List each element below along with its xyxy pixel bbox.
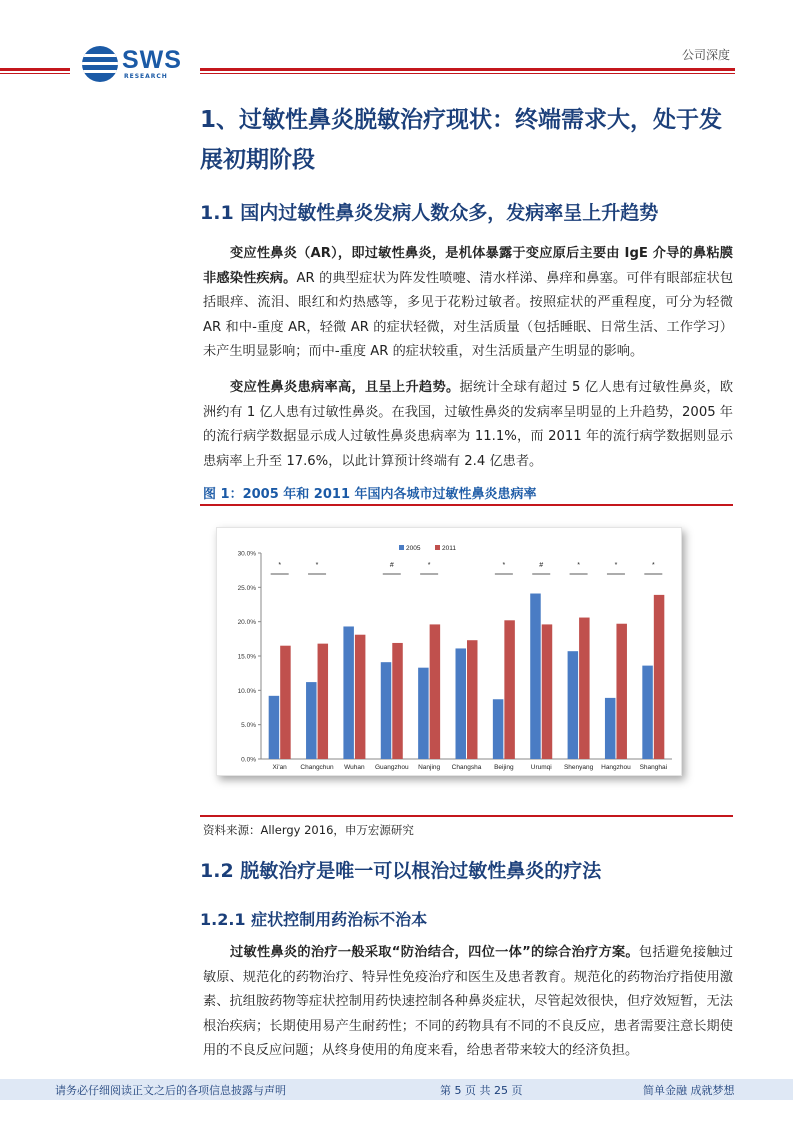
x-tick-label: Xi'an [272,764,287,771]
bar-2005-guangzhou [381,662,392,759]
footer-slogan: 简单金融 成就梦想 [643,1084,735,1097]
header-rule-left [0,68,70,71]
significance-marker: # [539,562,544,569]
bar-2011-xian [280,646,291,759]
section-1-2-title: 1.2 脱敏治疗是唯一可以根治过敏性鼻炎的疗法 [200,860,602,882]
section-1-2-1-title: 1.2.1 症状控制用药治标不治本 [200,910,428,929]
bar-2011-changchun [318,644,329,759]
legend-swatch-2011 [435,545,440,550]
footer-page-number: 第 5 页 共 25 页 [440,1084,523,1097]
y-tick-label: 25.0% [237,584,256,592]
bar-2011-shanghai [654,595,665,759]
paragraph-ar-definition [203,242,733,365]
report-type-label: 公司深度 [682,48,731,62]
significance-marker: * [278,562,282,569]
y-tick-label: 20.0% [237,619,256,627]
x-tick-label: Changsha [451,764,482,771]
prevalence-bar-chart [217,528,681,775]
chart-container [216,527,682,776]
significance-marker: * [577,562,580,569]
bar-2011-shenyang [579,618,590,759]
footer-disclaimer: 请务必仔细阅读正文之后的各项信息披露与声明 [55,1084,286,1097]
significance-marker: * [614,562,618,569]
legend-swatch-2005 [399,545,404,550]
x-tick-label: Changchun [300,764,334,771]
sws-logo-icon [82,46,118,82]
figure-1-title: 图 1：2005 年和 2011 年国内各城市过敏性鼻炎患病率 [203,487,537,502]
figure-source: 资料来源：Allergy 2016，申万宏源研究 [203,823,414,837]
y-tick-label: 0.0% [241,756,256,764]
paragraph-treatment-bold: 过敏性鼻炎的治疗一般采取“防治结合，四位一体”的综合治疗方案。 [230,945,639,960]
bar-2005-urumqi [530,594,541,759]
x-tick-label: Beijing [494,764,514,771]
paragraph-ar-prevalence-bold: 变应性鼻炎患病率高，且呈上升趋势。 [230,380,460,395]
logo-subtext: RESEARCH [124,73,168,80]
section-1-title: 1、过敏性鼻炎脱敏治疗现状：终端需求大，处于发展初期阶段 [200,107,723,173]
logo-text: SWS [122,46,182,74]
bar-2005-changchun [306,682,317,759]
bar-2005-shanghai [642,666,653,759]
paragraph-treatment-text: 包括避免接触过敏原、规范化的药物治疗、特异性免疫治疗和医生及患者教育。规范化的药物治疗指使用激素、抗组胺药物等症状控制用药快速控制各种鼻炎症状，尽管起效很快，但疗效短暂，无法根治疾病；长期使用易产生耐药性；不同的药物具有不同的不良反应，患者需要注意长期使用的不良反应问题；从终身使用的角度来看，给患者带来较大的经济负担。 [203,945,734,1058]
significance-marker: * [651,562,655,569]
significance-marker: # [389,562,394,569]
bar-2011-guangzhou [392,643,403,759]
bar-2011-changsha [467,640,478,759]
header-rule-right [200,68,735,71]
significance-marker: * [427,562,431,569]
x-tick-label: Shanghai [639,764,668,771]
x-tick-label: Nanjing [418,764,441,771]
y-tick-label: 5.0% [241,722,256,730]
x-tick-label: Wuhan [344,764,365,771]
figure-rule-bottom [200,815,733,817]
paragraph-treatment [203,941,733,1064]
bar-2011-urumqi [542,624,553,759]
paragraph-ar-prevalence [203,376,733,474]
header-rule-right-thin [200,73,735,74]
y-tick-label: 10.0% [237,687,256,695]
paragraph-ar-prevalence-text: 据统计全球有超过 5 亿人患有过敏性鼻炎，欧洲约有 1 亿人患有过敏性鼻炎。在我国，过敏性鼻炎的发病率呈明显的上升趋势，2005 年的流行病学数据显示成人过敏性鼻炎患病率为 11.1%，而 2011 年的流行病学数据则显示患病率上升至 17.6%，以此计算预计终端有 2.4 亿患者。 [203,380,734,469]
legend-label-2011: 2011 [442,545,456,552]
bar-2011-hangzhou [616,624,627,759]
y-tick-label: 30.0% [237,550,256,558]
x-tick-label: Guangzhou [374,764,409,771]
paragraph-ar-definition-bold: 变应性鼻炎（AR），即过敏性鼻炎，是机体暴露于变应原后主要由 IgE 介导的鼻粘膜非感染性疾病。 [203,246,733,286]
paragraph-ar-definition-text: AR 的典型症状为阵发性喷嚏、清水样涕、鼻痒和鼻塞。可伴有眼部症状包括眼痒、流泪、眼红和灼热感等，多见于花粉过敏者。按照症状的严重程度，可分为轻微 AR 和中-重度 AR，轻微 AR 的症状轻微，对生活质量（包括睡眠、日常生活、工作学习）未产生明显影响；而中-重度 AR 的症状较重，对生活质量产生明显的影响。 [203,270,734,359]
x-tick-label: Urumqi [530,764,552,771]
section-1-1-title: 1.1 国内过敏性鼻炎发病人数众多，发病率呈上升趋势 [200,202,659,224]
bar-2011-wuhan [355,635,366,759]
legend-label-2005: 2005 [406,545,421,552]
bar-2005-shenyang [568,651,579,759]
bar-2005-changsha [456,648,467,759]
bar-2005-wuhan [343,626,354,759]
bar-2005-beijing [493,699,504,759]
bar-2005-xian [269,696,280,759]
x-tick-label: Shenyang [563,764,594,771]
bar-2005-nanjing [418,668,429,759]
x-tick-label: Hangzhou [601,764,631,771]
header-rule-left-thin [0,73,70,74]
significance-marker: * [502,562,506,569]
significance-marker: * [315,562,319,569]
y-tick-label: 15.0% [237,653,256,661]
bar-2011-beijing [504,620,515,759]
figure-rule-top [200,504,733,506]
bar-2005-hangzhou [605,698,616,759]
bar-2011-nanjing [430,624,441,759]
